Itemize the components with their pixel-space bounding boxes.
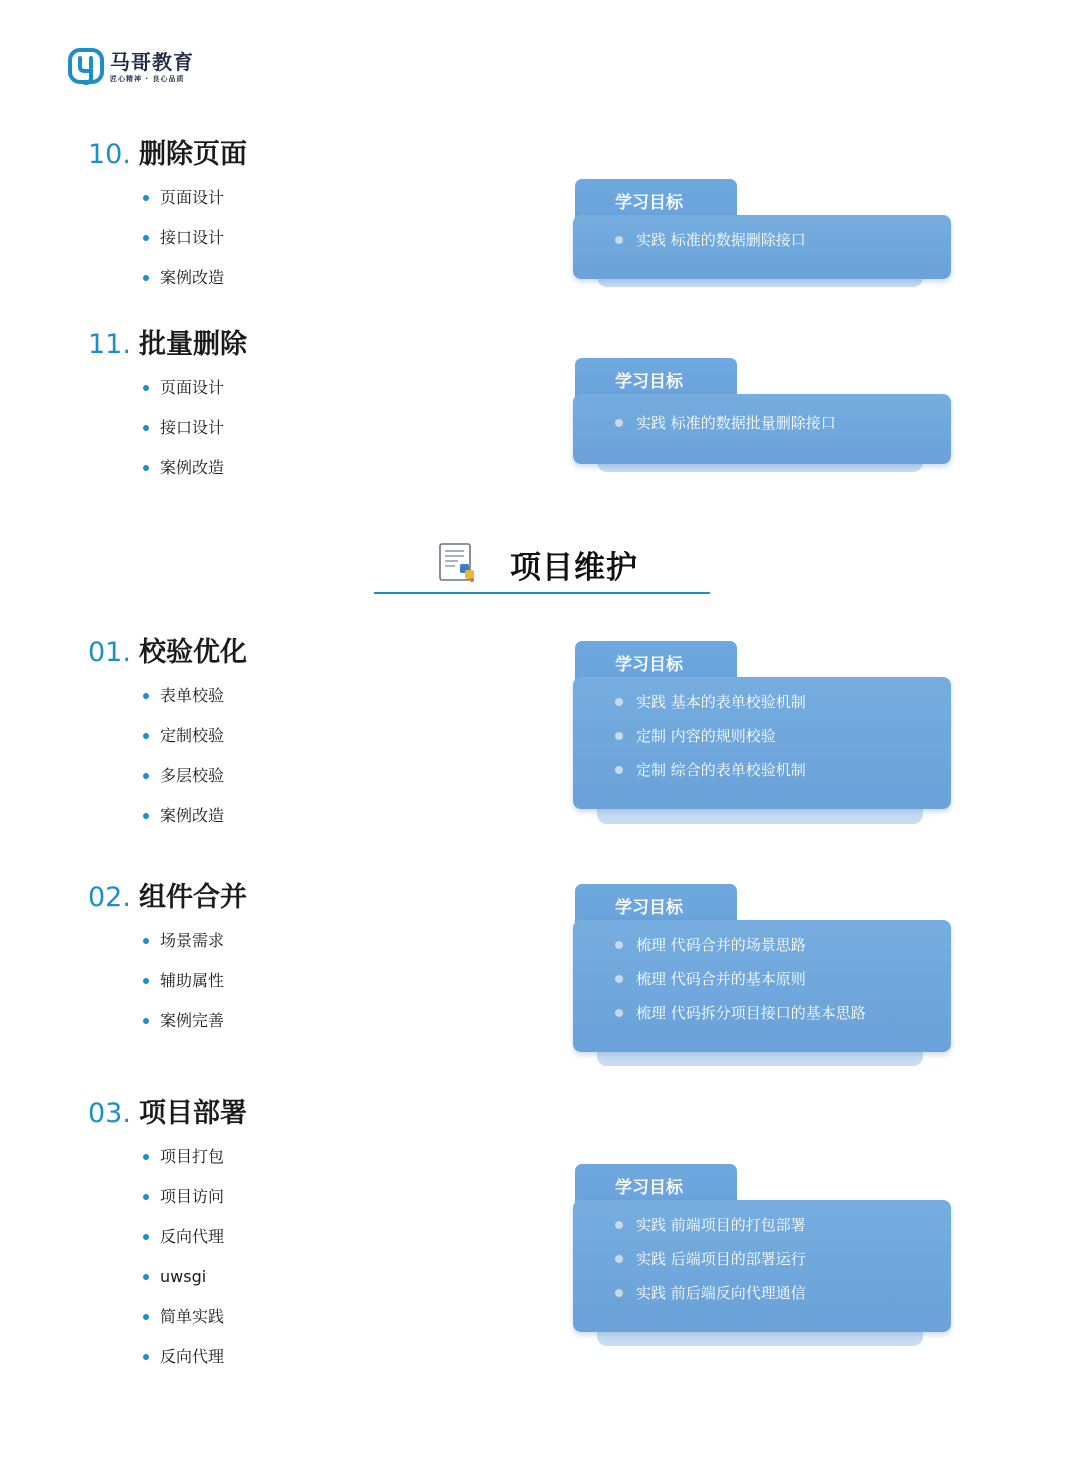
section-name: 删除页面: [138, 139, 247, 170]
bullet-icon: [615, 975, 623, 983]
list-item-label: 反向代理: [160, 1227, 225, 1246]
bullet-icon: [143, 195, 149, 201]
list-item: [140, 418, 224, 458]
bullet-icon: [143, 1314, 149, 1320]
goal-label: 实践 基本的表单校验机制: [636, 693, 806, 711]
list-item: [140, 1011, 224, 1051]
list-item-label: 案例完善: [160, 1011, 225, 1030]
list-item: [140, 268, 224, 308]
goal-item: [615, 1282, 951, 1316]
bullet-icon: [143, 1154, 149, 1160]
bullet-icon: [143, 693, 149, 699]
goals-body: [573, 1200, 951, 1332]
goal-label: 梳理 代码合并的基本原则: [636, 970, 806, 988]
goals-tab: 学习目标: [575, 179, 737, 223]
brand-slogan: 匠心精神 · 良心品质: [110, 74, 185, 83]
section-title-delete-page: [88, 132, 247, 171]
goal-item: [615, 1214, 951, 1248]
list-item: [140, 1267, 224, 1307]
section-number: 03.: [88, 1098, 131, 1129]
section-name: 批量删除: [138, 329, 247, 360]
bullet-icon: [615, 698, 623, 706]
list-item: [140, 458, 224, 498]
list-item-label: 场景需求: [160, 931, 225, 950]
bullet-icon: [143, 773, 149, 779]
bullet-icon: [615, 941, 623, 949]
bullet-icon: [143, 938, 149, 944]
bullet-icon: [615, 1255, 623, 1263]
section-name: 校验优化: [138, 637, 247, 668]
list-item: [140, 1347, 224, 1387]
bullet-icon: [143, 1234, 149, 1240]
goal-label: 实践 标准的数据删除接口: [636, 231, 806, 249]
chapter-underline: [374, 592, 710, 594]
goals-tab: 学习目标: [575, 884, 737, 928]
goal-label: 实践 前端项目的打包部署: [636, 1216, 806, 1234]
list-item: [140, 1227, 224, 1267]
list-item: [140, 378, 224, 418]
document-code-icon: [438, 542, 478, 584]
bullet-icon: [615, 1289, 623, 1297]
bullet-icon: [143, 1018, 149, 1024]
bullet-icon: [615, 419, 623, 427]
section-number: 01.: [88, 637, 131, 668]
list-item: [140, 726, 224, 766]
section-title-batch-delete: [88, 322, 247, 361]
bullet-icon: [615, 732, 623, 740]
goal-item: [615, 934, 951, 968]
goal-item: [615, 968, 951, 1002]
chapter-title: 项目维护: [510, 550, 638, 586]
bullet-icon: [143, 275, 149, 281]
goals-body: [573, 677, 951, 809]
goal-label: 实践 后端项目的部署运行: [636, 1250, 806, 1268]
goal-label: 定制 综合的表单校验机制: [636, 761, 806, 779]
section-title-deployment: [88, 1091, 247, 1130]
section-number: 10.: [88, 139, 131, 170]
goals-body: [573, 920, 951, 1052]
bullet-icon: [143, 813, 149, 819]
section-name: 项目部署: [138, 1098, 247, 1129]
list-item-label: 接口设计: [160, 228, 225, 247]
list-item-label: 多层校验: [160, 766, 225, 785]
brand-logo-icon: [68, 48, 104, 86]
chapter-heading: [374, 536, 710, 594]
list-item-label: 项目打包: [160, 1147, 225, 1166]
goal-item: [615, 1002, 951, 1036]
list-item: [140, 806, 224, 846]
list-item-label: 辅助属性: [160, 971, 225, 990]
goal-label: 实践 标准的数据批量删除接口: [636, 414, 836, 432]
list-item: [140, 766, 224, 806]
bullet-icon: [615, 1221, 623, 1229]
list-item: [140, 228, 224, 268]
goals-body: [573, 215, 951, 279]
goal-item: [615, 759, 951, 793]
list-item: [140, 188, 224, 228]
goal-item: [615, 1248, 951, 1282]
bullet-icon: [143, 385, 149, 391]
list-item-label: 接口设计: [160, 418, 225, 437]
list-item-label: 页面设计: [160, 188, 225, 207]
bullet-icon: [615, 766, 623, 774]
goal-label: 实践 前后端反向代理通信: [636, 1284, 806, 1302]
list-item-label: 页面设计: [160, 378, 225, 397]
list-item-label: 简单实践: [160, 1307, 225, 1326]
section-number: 02.: [88, 882, 131, 913]
goals-body: [573, 394, 951, 464]
list-item-label: 案例改造: [160, 806, 225, 825]
goal-label: 梳理 代码合并的场景思路: [636, 936, 806, 954]
topic-list: [140, 188, 224, 308]
bullet-icon: [615, 236, 623, 244]
goals-tab: 学习目标: [575, 358, 737, 402]
bullet-icon: [143, 465, 149, 471]
list-item: [140, 971, 224, 1011]
goal-label: 定制 内容的规则校验: [636, 727, 776, 745]
list-item-label: 反向代理: [160, 1347, 225, 1366]
brand-name: 马哥教育: [110, 49, 194, 74]
bullet-icon: [143, 1354, 149, 1360]
section-title-component-merge: [88, 875, 247, 914]
goal-item: [615, 229, 951, 263]
list-item-label: 案例改造: [160, 268, 225, 287]
list-item: [140, 931, 224, 971]
goals-tab: 学习目标: [575, 641, 737, 685]
topic-list: [140, 686, 224, 846]
topic-list: [140, 931, 224, 1051]
list-item-label: 表单校验: [160, 686, 225, 705]
list-item: [140, 1187, 224, 1227]
section-name: 组件合并: [138, 882, 247, 913]
section-number: 11.: [88, 329, 131, 360]
bullet-icon: [143, 425, 149, 431]
goal-label: 梳理 代码拆分项目接口的基本思路: [636, 1004, 866, 1022]
bullet-icon: [615, 1009, 623, 1017]
brand-logo: [68, 48, 194, 86]
list-item: [140, 1147, 224, 1187]
topic-list: [140, 1147, 224, 1387]
list-item-label: 定制校验: [160, 726, 225, 745]
list-item-label: 案例改造: [160, 458, 225, 477]
bullet-icon: [143, 1274, 149, 1280]
goal-item: [615, 412, 951, 446]
bullet-icon: [143, 1194, 149, 1200]
list-item: [140, 686, 224, 726]
list-item-label: uwsgi: [160, 1267, 207, 1286]
list-item: [140, 1307, 224, 1347]
goals-tab: 学习目标: [575, 1164, 737, 1208]
bullet-icon: [143, 733, 149, 739]
bullet-icon: [143, 978, 149, 984]
bullet-icon: [143, 235, 149, 241]
goal-item: [615, 725, 951, 759]
goal-item: [615, 691, 951, 725]
topic-list: [140, 378, 224, 498]
section-title-validation: [88, 630, 247, 669]
list-item-label: 项目访问: [160, 1187, 225, 1206]
